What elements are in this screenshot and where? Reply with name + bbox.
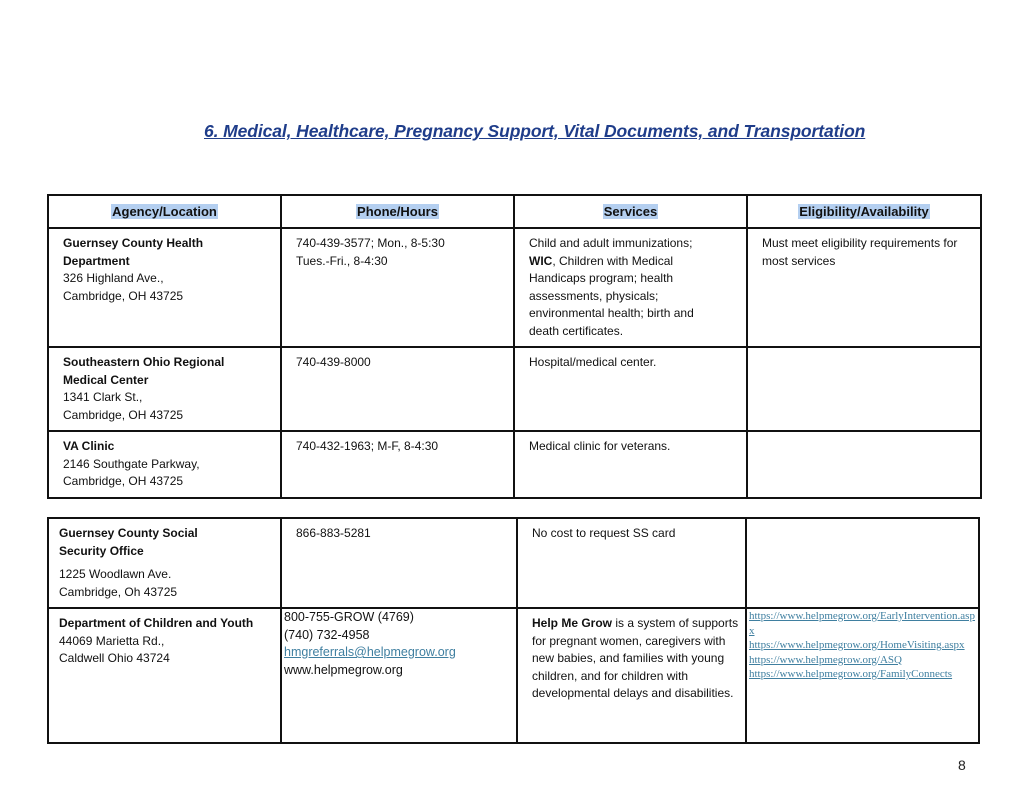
section-heading: 6. Medical, Healthcare, Pregnancy Support, Vital Documents, and Transportation [204, 121, 866, 141]
website-text: www.helpmegrow.org [284, 662, 403, 677]
agency-address: 2146 Southgate Parkway, [63, 456, 200, 471]
phone-hours: Tues.-Fri., 8-4:30 [296, 253, 388, 268]
phone-cell [282, 519, 516, 549]
agency-address: 44069 Marietta Rd., [59, 633, 165, 648]
agency-address: 1341 Clark St., [63, 390, 143, 404]
agency-city: Cambridge, OH 43725 [63, 288, 184, 303]
url-link[interactable]: https://www.helpmegrow.org/FamilyConnects [749, 668, 953, 680]
column-header-agency: Agency/Location [48, 195, 281, 228]
services-text: Child and adult immunizations; [529, 236, 693, 250]
agency-address: 326 Highland Ave., [63, 271, 164, 285]
column-header-eligibility: Eligibility/Availability [747, 195, 981, 228]
resource-table-medical [47, 194, 982, 499]
services-bold-text: Help Me Grow [532, 616, 613, 630]
phone-hours: 740-432-1963; M-F, 8-4:30 [296, 439, 439, 453]
phone-hours: 740-439-3577; Mon., 8-5:30 [296, 236, 445, 250]
eligibility-cell [748, 432, 980, 444]
services-cell: Medical clinic for veterans. [529, 439, 671, 453]
agency-name: Guernsey County Social Security Office [59, 526, 198, 558]
services-text: is a system of supports for pregnant women, caregivers with new babies, and families with young children, and for children with developmental delays and disabilities. [532, 616, 739, 700]
email-link[interactable]: hmgreferrals@helpmegrow.org [284, 645, 456, 659]
url-link[interactable]: https://www.helpmegrow.org/HomeVisiting.aspx [749, 639, 965, 651]
phone-cell [282, 348, 513, 378]
table-row [48, 518, 979, 608]
services-text: , Children with Medical Handicaps program; health assessments, physicals; environmental health; birth and death certificates. [529, 253, 694, 338]
table-row [48, 608, 979, 743]
agency-city: Cambridge, Oh 43725 [59, 584, 178, 599]
url-link[interactable]: https://www.helpmegrow.org/ASQ [749, 653, 902, 666]
agency-city: Cambridge, OH 43725 [63, 407, 184, 422]
agency-cell [49, 609, 280, 674]
eligibility-cell [747, 609, 978, 682]
services-cell: Hospital/medical center. [529, 355, 657, 369]
phone-cell [282, 609, 516, 679]
phone-number: 800-755-GROW (4769) [284, 610, 414, 624]
url-link[interactable]: https://www.helpmegrow.org/EarlyIntervention.aspx [749, 610, 975, 637]
services-cell [518, 609, 745, 709]
column-header-phone: Phone/Hours [281, 195, 514, 228]
agency-name: Department of Children and Youth [59, 616, 254, 630]
agency-cell [49, 229, 280, 311]
phone-number: (740) 732-4958 [284, 627, 370, 642]
phone-cell [282, 432, 513, 462]
table-row [48, 228, 981, 347]
table-row [48, 347, 981, 431]
eligibility-cell [747, 519, 978, 531]
page-number: 8 [958, 757, 966, 773]
agency-address: 1225 Woodlawn Ave. [59, 567, 172, 581]
services-cell: No cost to request SS card [532, 526, 676, 540]
agency-city: Caldwell Ohio 43724 [59, 651, 170, 665]
services-cell [515, 229, 746, 346]
agency-name: Southeastern Ohio Regional Medical Center [63, 355, 225, 387]
agency-name: VA Clinic [63, 439, 115, 453]
agency-city: Cambridge, OH 43725 [63, 474, 184, 488]
agency-cell [49, 348, 280, 430]
agency-cell [49, 519, 280, 607]
phone-cell [282, 229, 513, 276]
agency-cell [49, 432, 280, 497]
phone-hours: 740-439-8000 [296, 355, 371, 369]
column-header-services: Services [514, 195, 747, 228]
eligibility-cell: Must meet eligibility requirements for most services [762, 236, 958, 268]
table-row [48, 431, 981, 498]
resource-table-support [47, 517, 980, 744]
eligibility-cell [748, 348, 980, 360]
phone-hours: 866-883-5281 [296, 526, 371, 540]
services-bold-text: WIC [529, 253, 553, 268]
agency-name: Guernsey County Health Department [63, 236, 204, 268]
table-header-row [48, 195, 981, 228]
